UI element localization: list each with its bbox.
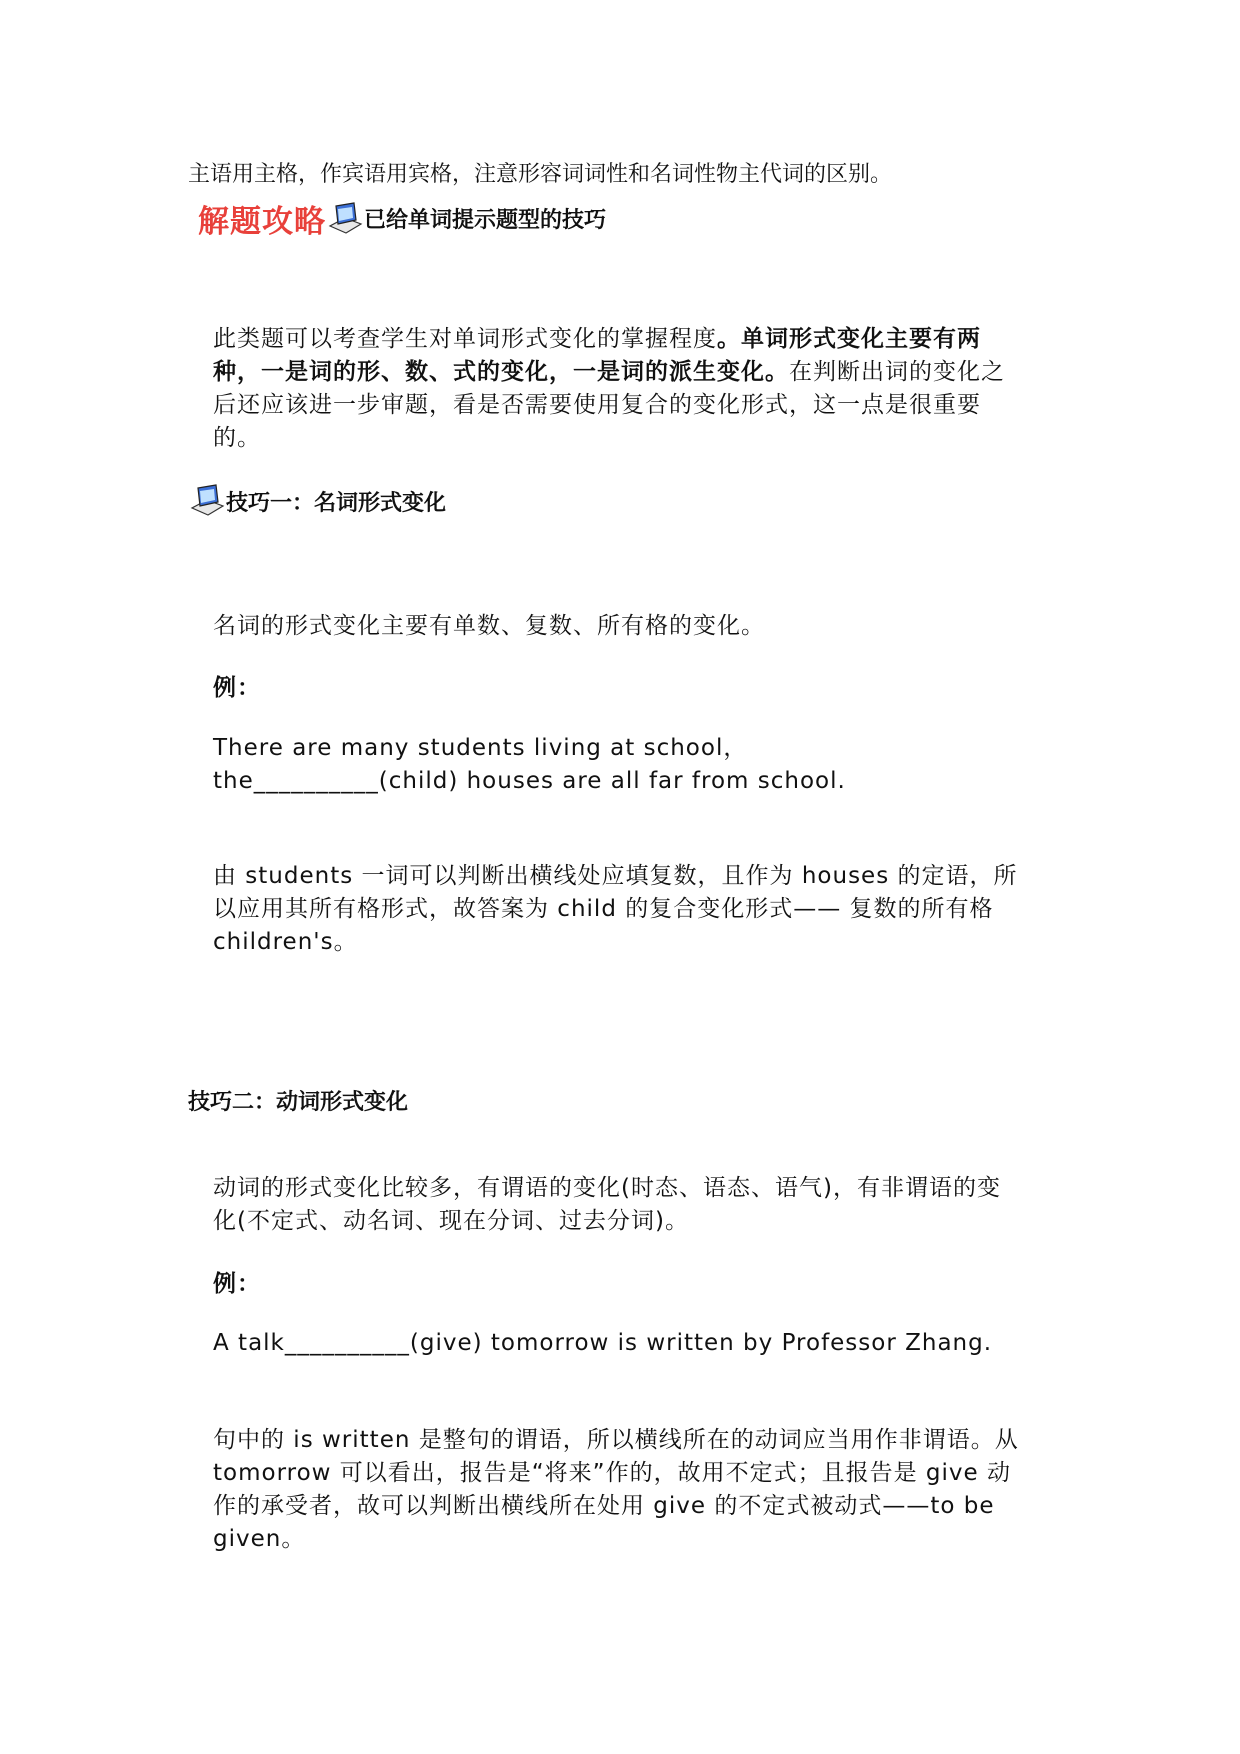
strategy-paragraph-part2: 在判断出词的变化之后还应该进一步审题，看是否需要使用复合的变化形式，这一点是很重要的。	[213, 359, 1005, 451]
tip1-heading	[188, 482, 446, 520]
tip2-example: A talk__________(give) tomorrow is written by Professor Zhang.	[213, 1330, 993, 1356]
strategy-paragraph-part1: 此类题可以考查学生对单词形式变化的掌握程度	[213, 326, 717, 352]
strategy-heading	[198, 196, 606, 241]
tip2-explanation: 句中的 is written 是整句的谓语，所以横线所在的动词应当用作非谓语。从 tomorrow 可以看出，报告是“将来”作的，故用不定式；且报告是 give 动作的承受者，故可以判断出横线所在处用 give 的不定式被动式——to be given。	[213, 1427, 1019, 1552]
tip1-example-label: 例：	[213, 675, 261, 701]
tip2-example-label: 例：	[213, 1271, 261, 1297]
tip2-title: 技巧二：动词形式变化	[188, 1090, 409, 1115]
strategy-paragraph	[213, 323, 1023, 455]
tip1-example: There are many students living at school，the__________(child) houses are all far from school.	[213, 735, 846, 794]
strategy-title: 已给单词提示题型的技巧	[364, 208, 607, 233]
intro-line: 主语用主格，作宾语用宾格，注意形容词词性和名词性物主代词的区别。	[188, 162, 893, 187]
tip1-title: 技巧一：名词形式变化	[226, 490, 447, 516]
strategy-paragraph-bold: 。单词形式变化主要有两种，一是词的形、数、式的变化，一是词的派生变化。	[213, 326, 981, 385]
strategy-label: 解题攻略	[198, 204, 326, 240]
cube-icon	[326, 200, 364, 238]
cube-icon	[188, 482, 226, 520]
tip1-explanation: 由 students 一词可以判断出横线处应填复数，且作为 houses 的定语，所以应用其所有格形式，故答案为 child 的复合变化形式—— 复数的所有格 children's。	[213, 863, 1018, 955]
tip2-description: 动词的形式变化比较多，有谓语的变化(时态、语态、语气)，有非谓语的变化(不定式、动名词、现在分词、过去分词)。	[213, 1175, 1001, 1234]
tip1-description: 名词的形式变化主要有单数、复数、所有格的变化。	[213, 613, 765, 639]
